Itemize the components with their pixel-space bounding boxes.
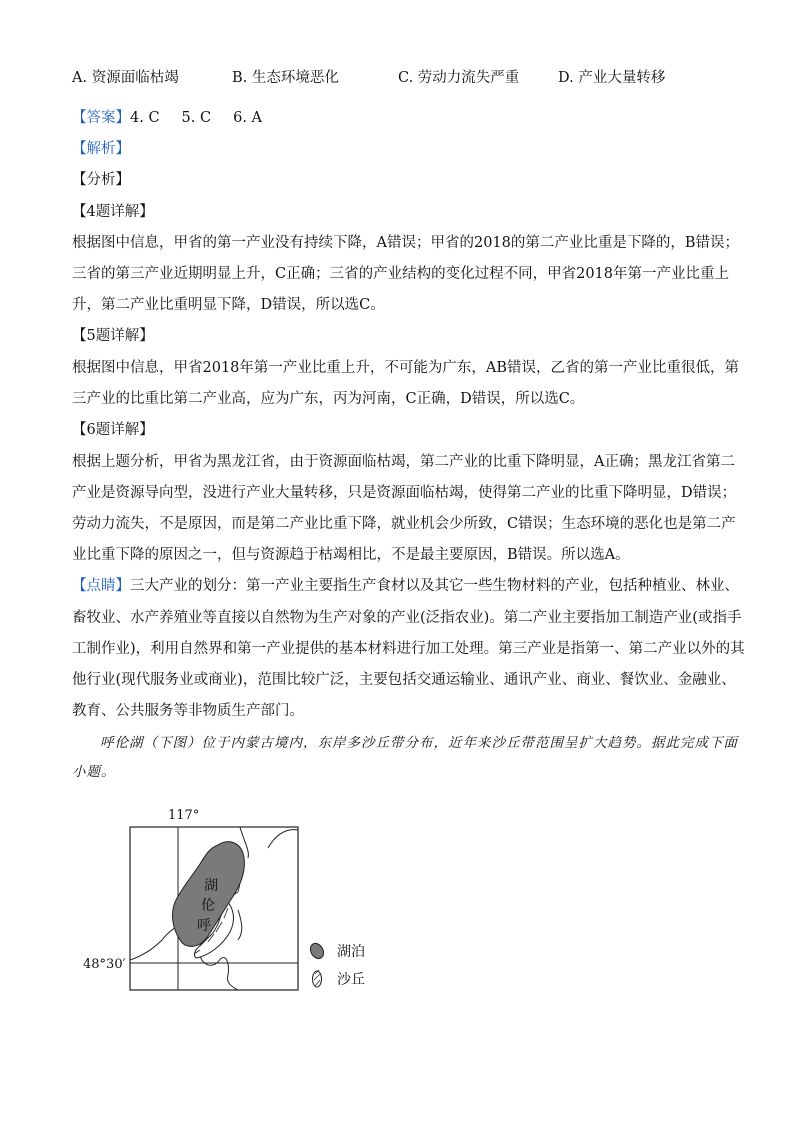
legend-dune-label: 沙丘	[337, 972, 365, 988]
q4-line: 升，第二产业比重明显下降，D错误，所以选C。	[72, 297, 385, 313]
jiexi-heading: 【解析】	[72, 141, 130, 157]
q4-heading: 【4题详解】	[72, 204, 154, 220]
river-line	[238, 910, 242, 940]
dianjing-line: 他行业(现代服务业或商业)，范围比较广泛，主要包括交通运输业、通讯产业、商业、餐饮业、金融业、	[72, 672, 736, 688]
q6-heading: 【6题详解】	[72, 422, 154, 438]
dianjing-tag: 【点睛】	[72, 578, 130, 594]
answer-item: 6. A	[233, 110, 263, 126]
dianjing-line: 工制作业)，利用自然界和第一产业提供的基本材料进行加工处理。第三产业是指第一、第二产业以外的其	[72, 641, 745, 657]
dianjing-line	[72, 576, 739, 596]
answer-line	[72, 108, 262, 128]
answer-item: 4. C	[130, 110, 160, 126]
river-line	[268, 830, 298, 848]
option-a: A. 资源面临枯竭	[72, 70, 179, 86]
hulun-lake-map	[80, 800, 380, 1000]
fenxi-heading: 【分析】	[72, 172, 130, 188]
lake-label-char: 呼	[197, 918, 211, 934]
q6-line: 业比重下降的原因之一，但与资源趋于枯竭相比，不是最主要原因，B错误。所以选A。	[72, 547, 630, 563]
legend-lake-symbol	[308, 941, 326, 961]
latitude-label: 48°30′	[83, 957, 126, 972]
answer-item: 5. C	[181, 110, 212, 126]
dianjing-line: 畜牧业、水产养殖业等直接以自然物为生产对象的产业(泛指农业)。第二产业主要指加工制造产业(或指手	[72, 610, 742, 626]
question-intro: 呼伦湖（下图）位于内蒙古境内，东岸多沙丘带分布，近年来沙丘带范围呈扩大趋势。据此完成下面	[100, 735, 738, 751]
longitude-label: 117°	[168, 808, 200, 823]
lake-label-char: 伦	[201, 898, 215, 914]
q6-line: 劳动力流失，不是原因，而是第二产业比重下降，就业机会少所致，C错误；生态环境的恶化也是第二产	[72, 516, 736, 532]
q6-line: 产业是资源导向型，没进行产业大量转移，只是资源面临枯竭，使得第二产业的比重下降明显，D错误；	[72, 485, 737, 501]
option-d: D. 产业大量转移	[558, 70, 666, 86]
option-b: B. 生态环境恶化	[232, 70, 339, 86]
q5-line: 三产业的比重比第二产业高，应为广东，丙为河南，C正确，D错误，所以选C。	[72, 391, 585, 407]
q5-heading: 【5题详解】	[72, 328, 154, 344]
legend-lake-label: 湖泊	[337, 944, 365, 960]
answer-tag: 【答案】	[72, 110, 130, 126]
question-intro: 小题。	[72, 764, 116, 780]
legend-dune-symbol	[313, 971, 322, 987]
dianjing-line: 教育、公共服务等非物质生产部门。	[72, 703, 304, 719]
river-line	[130, 927, 176, 960]
q4-line: 根据图中信息，甲省的第一产业没有持续下降，A错误；甲省的2018的第二产业比重是下降的，B错误；	[72, 235, 740, 251]
dianjing-text: 三大产业的划分：第一产业主要指生产食材以及其它一些生物材料的产业，包括种植业、林业、	[130, 578, 739, 594]
q6-line: 根据上题分析，甲省为黑龙江省，由于资源面临枯竭，第二产业的比重下降明显，A正确；黑龙江省第二	[72, 454, 735, 470]
lake-label-char: 湖	[204, 878, 218, 894]
option-c: C. 劳动力流失严重	[398, 70, 520, 86]
river-line	[200, 950, 238, 990]
q4-line: 三省的第三产业近期明显上升，C正确；三省的产业结构的变化过程不同，甲省2018年第一产业比重上	[72, 266, 729, 282]
q5-line: 根据图中信息，甲省2018年第一产业比重上升，不可能为广东，AB错误，乙省的第一产业比重很低，第	[72, 360, 740, 376]
